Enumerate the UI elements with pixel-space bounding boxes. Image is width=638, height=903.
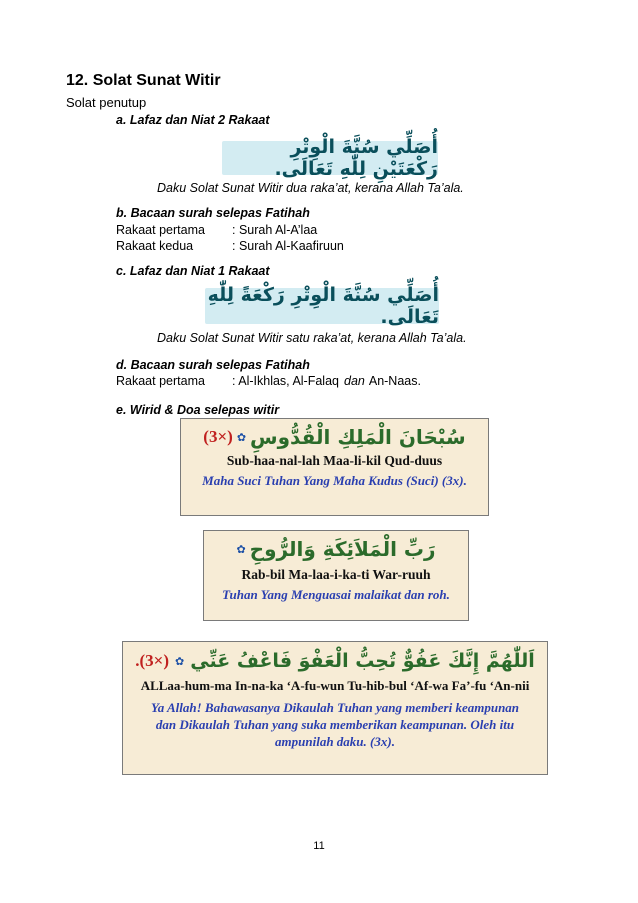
section-d-row: [116, 374, 421, 388]
section-c-arabic: [205, 284, 439, 328]
wirid-2-arabic: رَبِّ الْمَلاَئِكَةِ وَالرُّوحِ: [249, 537, 436, 561]
section-d-value-dan: dan: [344, 374, 365, 388]
section-e-title: e. Wirid & Doa selepas witir: [116, 403, 280, 417]
section-d-value-a: : Al-Ikhlas, Al-Falaq: [232, 374, 339, 388]
wirid-panel-1: [180, 418, 489, 516]
wirid-2-translit: Rab-bil Ma-laa-i-ka-ti War-ruuh: [241, 567, 431, 582]
section-b-row-1-label: Rakaat pertama: [116, 223, 205, 237]
verse-marker-icon: ✿: [175, 655, 185, 668]
wirid-3-meaning: [123, 699, 547, 750]
wirid-panel-3: [122, 641, 548, 775]
section-d-value-b: An-Naas.: [368, 374, 421, 388]
section-b-row-2-value: : Surah Al-Kaafiruun: [232, 239, 344, 253]
section-d-title: d. Bacaan surah selepas Fatihah: [116, 358, 310, 372]
verse-marker-icon: ✿: [236, 543, 246, 556]
wirid-3-meaning-line-1: Ya Allah! Bahawasanya Dikaulah Tuhan yang memberi keampunan: [150, 700, 520, 715]
section-b-title: b. Bacaan surah selepas Fatihah: [116, 206, 310, 220]
section-b-row-1: [116, 223, 317, 237]
section-c-title: c. Lafaz dan Niat 1 Rakaat: [116, 264, 270, 278]
wirid-1-translit: Sub-haa-nal-lah Maa-li-kil Qud-duus: [226, 453, 443, 468]
wirid-1-arabic: سُبْحَانَ الْمَلِكِ الْقُدُّوسِ: [250, 425, 466, 449]
section-a-title: a. Lafaz dan Niat 2 Rakaat: [116, 113, 270, 127]
section-d-label: Rakaat pertama: [116, 374, 205, 388]
page-subtitle: Solat penutup: [66, 95, 147, 110]
wirid-2-meaning: Tuhan Yang Menguasai malaikat dan roh.: [222, 587, 450, 602]
section-a-translation: Daku Solat Sunat Witir dua raka’at, kerana Allah Ta’ala.: [157, 181, 464, 195]
section-b-row-2-label: Rakaat kedua: [116, 239, 194, 253]
wirid-3-translit: ALLaa-hum-ma In-na-ka ‘A-fu-wun Tu-hib-bul ‘Af-wa Fa’-fu ‘An-nii: [140, 678, 530, 693]
verse-marker-icon: ✿: [236, 431, 247, 444]
section-a-arabic-text: أُصَلِّي سُنَّةَ الْوِتْرِ رَكْعَتَيْنِ لِلّٰهِ تَعَالَى.: [274, 136, 438, 180]
wirid-panel-2: [203, 530, 469, 621]
wirid-3-meaning-line-3: ampunilah daku. (3x).: [275, 734, 395, 749]
wirid-3-count: .(3×): [135, 651, 170, 670]
section-c-arabic-text: أُصَلِّي سُنَّةَ الْوِتْرِ رَكْعَةً لِلّٰهِ تَعَالَى.: [207, 284, 439, 328]
wirid-1-count: (3×): [203, 427, 233, 446]
section-a-arabic: [222, 136, 438, 180]
page-title: 12. Solat Sunat Witir: [66, 72, 221, 89]
wirid-3-arabic: اَللّٰهُمَّ إِنَّكَ عَفُوٌّ تُحِبُّ الْعَفْوَ فَاعْفُ عَنِّي: [190, 650, 535, 672]
section-b-row-1-value: : Surah Al-A’laa: [232, 223, 318, 237]
section-b-row-2: [116, 239, 344, 253]
wirid-3-meaning-line-2: dan Dikaulah Tuhan yang suka memberikan keampunan. Oleh itu: [155, 717, 515, 732]
page-number: 11: [313, 840, 325, 852]
section-c-translation: Daku Solat Sunat Witir satu raka’at, kerana Allah Ta’ala.: [157, 331, 467, 345]
wirid-1-meaning: Maha Suci Tuhan Yang Maha Kudus (Suci) (3x).: [202, 473, 467, 488]
